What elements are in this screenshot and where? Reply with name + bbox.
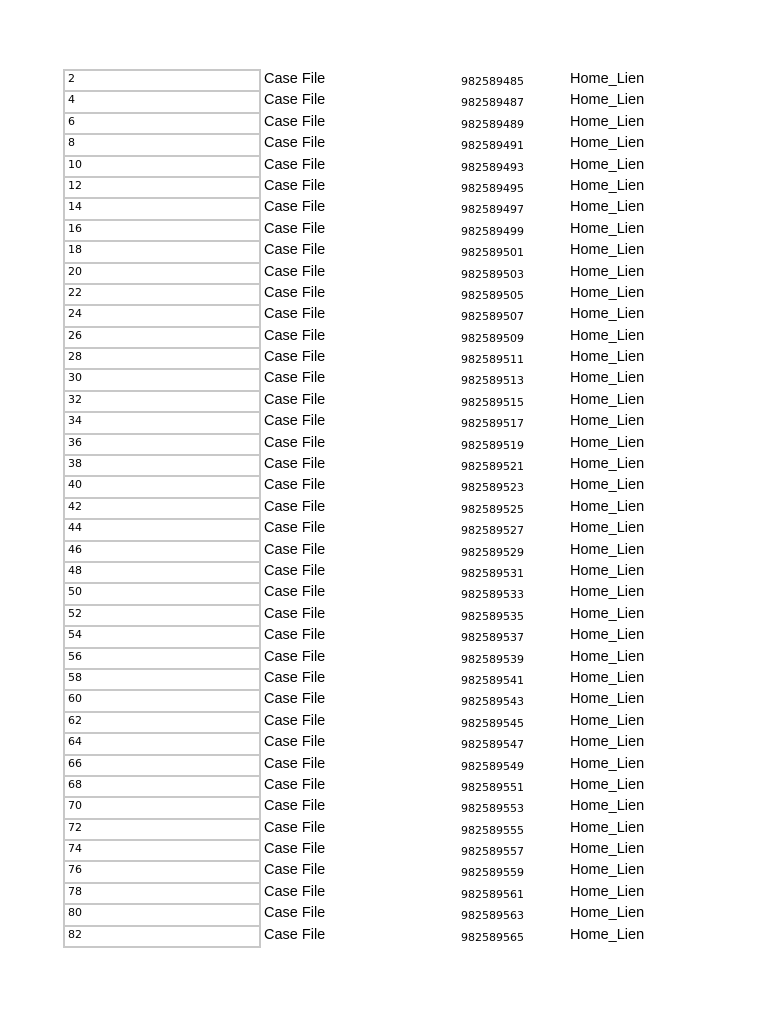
document-type-cell: Case File xyxy=(264,798,326,815)
category-cell: Home_Lien xyxy=(570,177,645,194)
row-number-cell[interactable]: 64 xyxy=(63,732,261,753)
row-number-cell[interactable]: 30 xyxy=(63,368,261,389)
row-number-cell[interactable]: 18 xyxy=(63,240,261,261)
table-row xyxy=(63,775,703,796)
category-cell: Home_Lien xyxy=(570,584,645,601)
document-id-cell: 982589503 xyxy=(461,267,524,281)
document-id-cell: 982589495 xyxy=(461,181,524,195)
document-id-cell: 982589525 xyxy=(461,502,524,516)
table-row xyxy=(63,197,703,218)
document-type-cell: Case File xyxy=(264,242,326,259)
document-type-cell: Case File xyxy=(264,327,326,344)
document-type-cell: Case File xyxy=(264,905,326,922)
row-number-cell[interactable]: 46 xyxy=(63,540,261,561)
document-type-cell: Case File xyxy=(264,776,326,793)
table-row xyxy=(63,540,703,561)
document-id-cell: 982589491 xyxy=(461,139,524,153)
table-row xyxy=(63,711,703,732)
row-number-cell[interactable]: 62 xyxy=(63,711,261,732)
document-id-cell: 982589509 xyxy=(461,331,524,345)
category-cell: Home_Lien xyxy=(570,113,645,130)
table-row xyxy=(63,326,703,347)
row-number-cell[interactable]: 52 xyxy=(63,604,261,625)
table-row xyxy=(63,732,703,753)
table-row xyxy=(63,497,703,518)
category-cell: Home_Lien xyxy=(570,541,645,558)
category-cell: Home_Lien xyxy=(570,242,645,259)
row-number-cell[interactable]: 40 xyxy=(63,475,261,496)
document-type-cell: Case File xyxy=(264,135,326,152)
document-id-cell: 982589511 xyxy=(461,353,524,367)
table-row xyxy=(63,176,703,197)
document-id-cell: 982589535 xyxy=(461,609,524,623)
document-type-cell: Case File xyxy=(264,306,326,323)
document-id-cell: 982589485 xyxy=(461,75,524,88)
document-type-cell: Case File xyxy=(264,734,326,751)
table-row xyxy=(63,561,703,582)
table-row xyxy=(63,112,703,133)
document-type-cell: Case File xyxy=(264,862,326,879)
category-cell: Home_Lien xyxy=(570,862,645,879)
document-type-cell: Case File xyxy=(264,562,326,579)
document-id-cell: 982589527 xyxy=(461,524,524,538)
table-row xyxy=(63,518,703,539)
table-row xyxy=(63,818,703,839)
table-row xyxy=(63,882,703,903)
row-number-cell[interactable]: 28 xyxy=(63,347,261,368)
document-type-cell: Case File xyxy=(264,712,326,729)
document-type-cell: Case File xyxy=(264,819,326,836)
row-number-cell[interactable]: 80 xyxy=(63,903,261,924)
table-row xyxy=(63,475,703,496)
document-id-cell: 982589501 xyxy=(461,246,524,260)
document-type-cell: Case File xyxy=(264,605,326,622)
row-number-cell[interactable]: 58 xyxy=(63,668,261,689)
category-cell: Home_Lien xyxy=(570,71,645,87)
document-id-cell: 982589563 xyxy=(461,909,524,923)
document-id-cell: 982589529 xyxy=(461,545,524,559)
row-number-cell[interactable]: 20 xyxy=(63,262,261,283)
table-row xyxy=(63,689,703,710)
document-id-cell: 982589537 xyxy=(461,631,524,645)
document-type-cell: Case File xyxy=(264,391,326,408)
document-type-cell: Case File xyxy=(264,841,326,858)
row-number-cell[interactable]: 74 xyxy=(63,839,261,860)
row-number-cell[interactable]: 36 xyxy=(63,433,261,454)
table-row xyxy=(63,133,703,154)
row-number-cell[interactable]: 48 xyxy=(63,561,261,582)
document-type-cell: Case File xyxy=(264,477,326,494)
row-number-cell[interactable]: 78 xyxy=(63,882,261,903)
category-cell: Home_Lien xyxy=(570,456,645,473)
document-type-cell: Case File xyxy=(264,584,326,601)
category-cell: Home_Lien xyxy=(570,284,645,301)
document-type-cell: Case File xyxy=(264,220,326,237)
document-id-cell: 982589497 xyxy=(461,203,524,217)
document-id-cell: 982589551 xyxy=(461,780,524,794)
document-type-cell: Case File xyxy=(264,370,326,387)
row-number-cell[interactable]: 34 xyxy=(63,411,261,432)
document-table xyxy=(63,69,703,946)
document-id-cell: 982589543 xyxy=(461,695,524,709)
row-number-cell[interactable]: 16 xyxy=(63,219,261,240)
table-row xyxy=(63,796,703,817)
document-type-cell: Case File xyxy=(264,755,326,772)
category-cell: Home_Lien xyxy=(570,562,645,579)
table-row xyxy=(63,839,703,860)
table-row xyxy=(63,604,703,625)
document-id-cell: 982589549 xyxy=(461,759,524,773)
document-id-cell: 982589515 xyxy=(461,395,524,409)
table-row xyxy=(63,347,703,368)
document-type-cell: Case File xyxy=(264,456,326,473)
category-cell: Home_Lien xyxy=(570,349,645,366)
category-cell: Home_Lien xyxy=(570,413,645,430)
document-type-cell: Case File xyxy=(264,263,326,280)
category-cell: Home_Lien xyxy=(570,92,645,109)
document-id-cell: 982589513 xyxy=(461,374,524,388)
row-number-cell[interactable]: 56 xyxy=(63,647,261,668)
category-cell: Home_Lien xyxy=(570,434,645,451)
document-type-cell: Case File xyxy=(264,669,326,686)
document-type-cell: Case File xyxy=(264,156,326,173)
category-cell: Home_Lien xyxy=(570,370,645,387)
row-number-cell[interactable]: 14 xyxy=(63,197,261,218)
category-cell: Home_Lien xyxy=(570,135,645,152)
document-id-cell: 982589521 xyxy=(461,460,524,474)
row-number-cell[interactable]: 26 xyxy=(63,326,261,347)
table-row xyxy=(63,90,703,111)
table-row xyxy=(63,625,703,646)
category-cell: Home_Lien xyxy=(570,841,645,858)
row-number-cell[interactable]: 2 xyxy=(63,69,261,90)
document-id-cell: 982589489 xyxy=(461,117,524,131)
table-row xyxy=(63,219,703,240)
table-row xyxy=(63,454,703,475)
table-row xyxy=(63,860,703,881)
category-cell: Home_Lien xyxy=(570,883,645,900)
document-id-cell: 982589519 xyxy=(461,438,524,452)
document-type-cell: Case File xyxy=(264,92,326,109)
table-row xyxy=(63,925,703,946)
document-type-cell: Case File xyxy=(264,434,326,451)
table-row xyxy=(63,433,703,454)
document-id-cell: 982589555 xyxy=(461,823,524,837)
row-number-cell[interactable]: 60 xyxy=(63,689,261,710)
document-id-cell: 982589517 xyxy=(461,417,524,431)
document-type-cell: Case File xyxy=(264,349,326,366)
row-number-cell[interactable]: 72 xyxy=(63,818,261,839)
document-id-cell: 982589547 xyxy=(461,738,524,752)
category-cell: Home_Lien xyxy=(570,776,645,793)
category-cell: Home_Lien xyxy=(570,669,645,686)
document-type-cell: Case File xyxy=(264,648,326,665)
category-cell: Home_Lien xyxy=(570,905,645,922)
category-cell: Home_Lien xyxy=(570,691,645,708)
document-type-cell: Case File xyxy=(264,71,326,87)
table-row xyxy=(63,283,703,304)
category-cell: Home_Lien xyxy=(570,391,645,408)
category-cell: Home_Lien xyxy=(570,605,645,622)
document-type-cell: Case File xyxy=(264,498,326,515)
document-type-cell: Case File xyxy=(264,199,326,216)
row-number-cell[interactable]: 50 xyxy=(63,582,261,603)
category-cell: Home_Lien xyxy=(570,712,645,729)
row-number-cell[interactable]: 66 xyxy=(63,754,261,775)
document-id-cell: 982589533 xyxy=(461,588,524,602)
row-number-cell[interactable]: 44 xyxy=(63,518,261,539)
category-cell: Home_Lien xyxy=(570,734,645,751)
row-number-cell[interactable]: 42 xyxy=(63,497,261,518)
category-cell: Home_Lien xyxy=(570,477,645,494)
table-row xyxy=(63,240,703,261)
row-number-cell[interactable]: 32 xyxy=(63,390,261,411)
category-cell: Home_Lien xyxy=(570,220,645,237)
document-id-cell: 982589553 xyxy=(461,802,524,816)
row-number-cell[interactable]: 82 xyxy=(63,925,261,948)
category-cell: Home_Lien xyxy=(570,263,645,280)
document-id-cell: 982589541 xyxy=(461,673,524,687)
category-cell: Home_Lien xyxy=(570,648,645,665)
document-type-cell: Case File xyxy=(264,926,326,943)
row-number-cell[interactable]: 54 xyxy=(63,625,261,646)
category-cell: Home_Lien xyxy=(570,627,645,644)
document-type-cell: Case File xyxy=(264,691,326,708)
document-id-cell: 982589545 xyxy=(461,716,524,730)
document-type-cell: Case File xyxy=(264,177,326,194)
table-row xyxy=(63,155,703,176)
row-number-cell[interactable]: 6 xyxy=(63,112,261,133)
table-row xyxy=(63,754,703,775)
row-number-cell[interactable]: 10 xyxy=(63,155,261,176)
table-row xyxy=(63,304,703,325)
document-id-cell: 982589531 xyxy=(461,566,524,580)
table-row xyxy=(63,582,703,603)
category-cell: Home_Lien xyxy=(570,306,645,323)
row-number-cell[interactable]: 76 xyxy=(63,860,261,881)
document-type-cell: Case File xyxy=(264,541,326,558)
document-type-cell: Case File xyxy=(264,413,326,430)
document-id-cell: 982589493 xyxy=(461,160,524,174)
document-id-cell: 982589523 xyxy=(461,481,524,495)
row-number-cell[interactable]: 38 xyxy=(63,454,261,475)
table-row xyxy=(63,262,703,283)
category-cell: Home_Lien xyxy=(570,798,645,815)
table-row xyxy=(63,668,703,689)
document-id-cell: 982589561 xyxy=(461,887,524,901)
document-id-cell: 982589507 xyxy=(461,310,524,324)
row-number-cell[interactable]: 22 xyxy=(63,283,261,304)
document-type-cell: Case File xyxy=(264,883,326,900)
category-cell: Home_Lien xyxy=(570,199,645,216)
document-id-cell: 982589565 xyxy=(461,930,524,944)
table-row xyxy=(63,903,703,924)
category-cell: Home_Lien xyxy=(570,520,645,537)
row-number-cell[interactable]: 4 xyxy=(63,90,261,111)
document-type-cell: Case File xyxy=(264,284,326,301)
row-number-cell[interactable]: 70 xyxy=(63,796,261,817)
table-row xyxy=(63,368,703,389)
category-cell: Home_Lien xyxy=(570,755,645,772)
table-row xyxy=(63,647,703,668)
category-cell: Home_Lien xyxy=(570,498,645,515)
document-type-cell: Case File xyxy=(264,627,326,644)
document-id-cell: 982589499 xyxy=(461,224,524,238)
row-number-cell[interactable]: 68 xyxy=(63,775,261,796)
category-cell: Home_Lien xyxy=(570,327,645,344)
row-number-cell[interactable]: 24 xyxy=(63,304,261,325)
category-cell: Home_Lien xyxy=(570,819,645,836)
document-id-cell: 982589557 xyxy=(461,845,524,859)
category-cell: Home_Lien xyxy=(570,156,645,173)
document-id-cell: 982589539 xyxy=(461,652,524,666)
document-id-cell: 982589559 xyxy=(461,866,524,880)
table-row xyxy=(63,411,703,432)
table-row xyxy=(63,390,703,411)
document-type-cell: Case File xyxy=(264,520,326,537)
document-type-cell: Case File xyxy=(264,113,326,130)
row-number-cell[interactable]: 12 xyxy=(63,176,261,197)
row-number-cell[interactable]: 8 xyxy=(63,133,261,154)
table-row xyxy=(63,69,703,90)
document-id-cell: 982589505 xyxy=(461,288,524,302)
document-id-cell: 982589487 xyxy=(461,96,524,110)
category-cell: Home_Lien xyxy=(570,926,645,943)
